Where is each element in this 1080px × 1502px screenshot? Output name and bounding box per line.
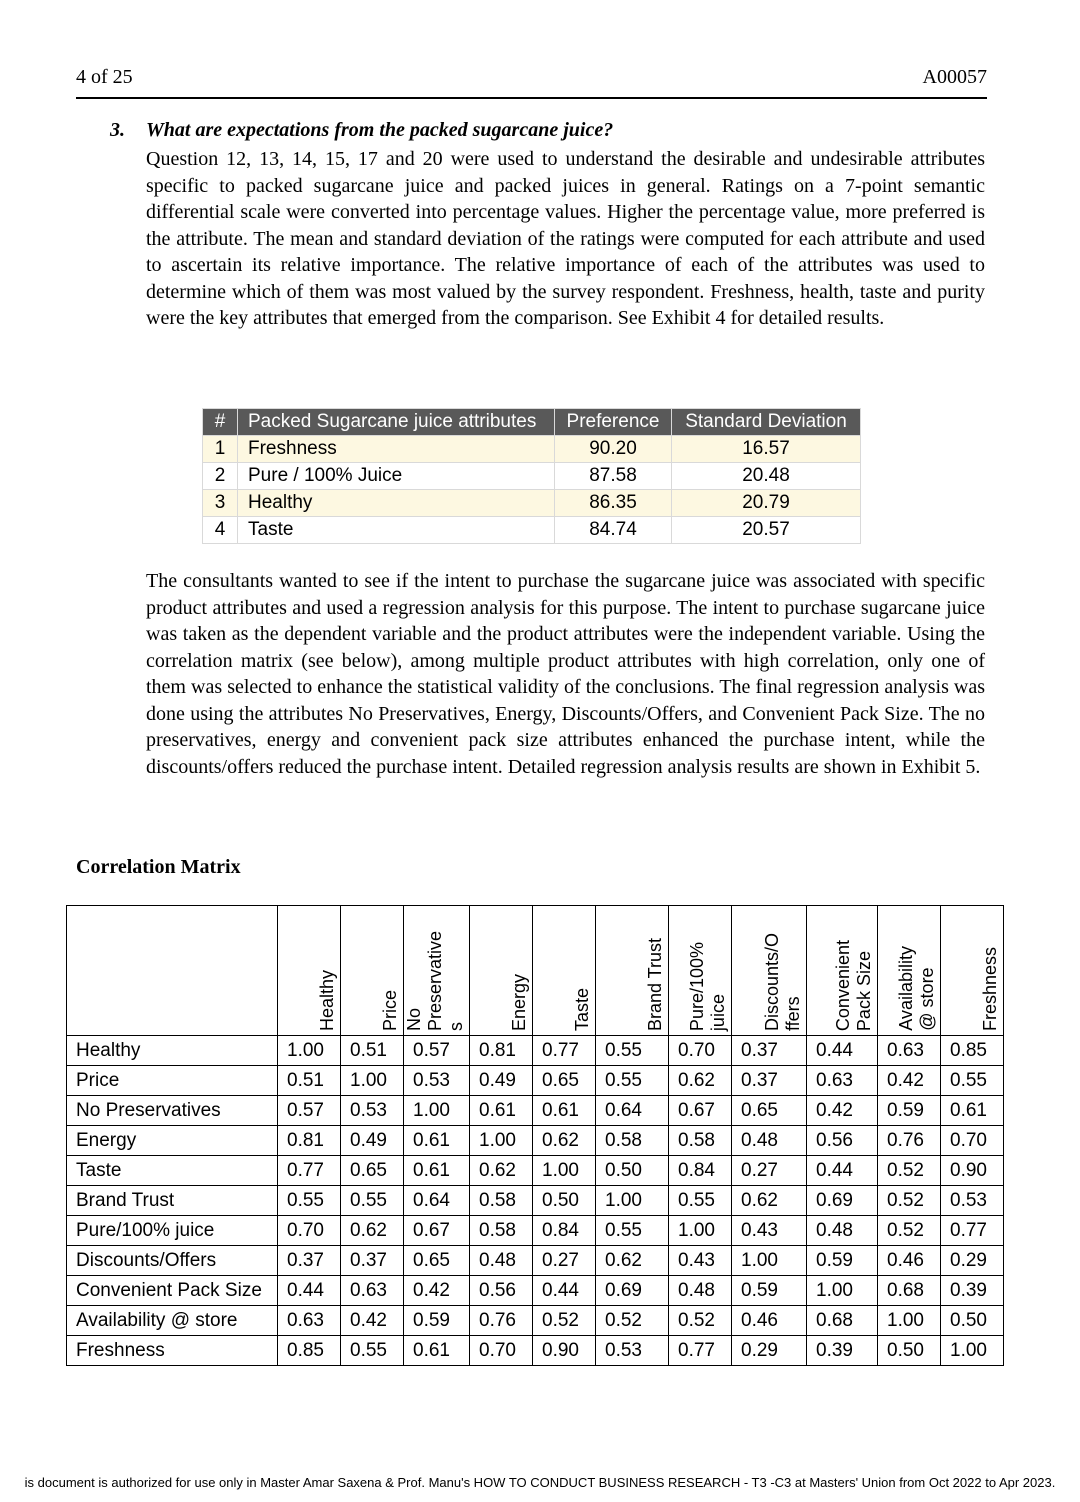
matrix-cell: 0.29: [941, 1246, 1004, 1276]
matrix-column-label: Pure/100% juice: [687, 941, 728, 1031]
preference-table-header: [203, 409, 861, 436]
matrix-cell: 0.61: [404, 1156, 470, 1186]
matrix-cell: 0.65: [404, 1246, 470, 1276]
matrix-cell: 0.59: [732, 1276, 807, 1306]
matrix-cell: 0.61: [404, 1336, 470, 1366]
col-header-std-dev: Standard Deviation: [672, 409, 861, 436]
matrix-cell: 0.55: [669, 1186, 732, 1216]
matrix-cell: 0.44: [807, 1156, 878, 1186]
matrix-cell: 0.58: [470, 1186, 533, 1216]
attribute-name: Pure / 100% Juice: [238, 463, 555, 490]
matrix-cell: 0.58: [669, 1126, 732, 1156]
matrix-cell: 0.39: [807, 1336, 878, 1366]
matrix-cell: 0.65: [533, 1066, 596, 1096]
paragraph-attributes: Question 12, 13, 14, 15, 17 and 20 were used to understand the desirable and undesirable attributes specific to packed sugarcane juice and packed juices in general. Ratings on a 7-point semantic differential scale were converted into percentage values. Higher the percentage value, more preferred is the attribute. The mean and standard deviation of the ratings were computed for each attribute and used to ascertain its relative importance. The relative importance of each of the attributes was used to determine which of them was most valued by the survey respondent. Freshness, health, taste and purity were the key attributes that emerged from the comparison. See Exhibit 4 for detailed results.: [146, 148, 985, 329]
matrix-cell: 0.70: [470, 1336, 533, 1366]
matrix-cell: 0.55: [341, 1336, 404, 1366]
matrix-cell: 0.62: [470, 1156, 533, 1186]
matrix-cell: 0.56: [807, 1126, 878, 1156]
license-footer: is document is authorized for use only in Master Amar Saxena & Prof. Manu's HOW TO CONDUCT BUSINESS RESEARCH - T3 -C3 at Masters' Union from Oct 2022 to Apr 2023.: [24, 1475, 1056, 1490]
attribute-name: Freshness: [238, 436, 555, 463]
matrix-cell: 0.42: [807, 1096, 878, 1126]
matrix-column-header: [669, 906, 732, 1036]
preference-value: 87.58: [555, 463, 672, 490]
matrix-cell: 0.53: [404, 1066, 470, 1096]
matrix-row: [67, 1246, 1004, 1276]
matrix-cell: 1.00: [807, 1276, 878, 1306]
matrix-column-label: Availability @ store: [896, 946, 937, 1031]
matrix-cell: 0.27: [732, 1156, 807, 1186]
matrix-cell: 0.37: [278, 1246, 341, 1276]
matrix-cell: 0.39: [941, 1276, 1004, 1306]
matrix-cell: 1.00: [341, 1066, 404, 1096]
matrix-column-label: Energy: [509, 973, 529, 1031]
matrix-cell: 0.52: [533, 1306, 596, 1336]
question-number: 3.: [110, 119, 125, 141]
matrix-cell: 0.69: [807, 1186, 878, 1216]
table-row: [203, 463, 861, 490]
matrix-row-label: Healthy: [67, 1036, 278, 1066]
table-row: [203, 436, 861, 463]
attribute-name: Taste: [238, 517, 555, 544]
matrix-cell: 0.48: [807, 1216, 878, 1246]
matrix-cell: 0.50: [596, 1156, 669, 1186]
matrix-cell: 0.44: [533, 1276, 596, 1306]
matrix-cell: 1.00: [669, 1216, 732, 1246]
matrix-cell: 0.58: [596, 1126, 669, 1156]
matrix-cell: 0.64: [596, 1096, 669, 1126]
matrix-row: [67, 1096, 1004, 1126]
matrix-cell: 0.76: [878, 1126, 941, 1156]
matrix-cell: 1.00: [878, 1306, 941, 1336]
matrix-cell: 0.77: [278, 1156, 341, 1186]
matrix-cell: 0.67: [669, 1096, 732, 1126]
matrix-row-label: Taste: [67, 1156, 278, 1186]
matrix-cell: 0.76: [470, 1306, 533, 1336]
matrix-cell: 0.77: [533, 1036, 596, 1066]
attribute-name: Healthy: [238, 490, 555, 517]
matrix-cell: 0.70: [941, 1126, 1004, 1156]
matrix-column-label: Freshness: [980, 946, 1000, 1031]
matrix-cell: 1.00: [404, 1096, 470, 1126]
matrix-row: [67, 1186, 1004, 1216]
paragraph-regression: The consultants wanted to see if the intent to purchase the sugarcane juice was associated with specific product attributes and used a regression analysis for this purpose. The intent to purchase sugarcane juice was taken as the dependent variable and the product attributes were the independent variable. Using the correlation matrix (see below), among multiple product attributes with high correlation, only one of them was selected to enhance the statistical validity of the conclusions. The final regression analysis was done using the attributes No Preservatives, Energy, Discounts/Offers, and Convenient Pack Size. The no preservatives, energy and convenient pack size attributes enhanced the purchase intent, while the discounts/offers reduced the purchase intent. Detailed regression analysis results are shown in Exhibit 5.: [146, 570, 985, 778]
correlation-title: Correlation Matrix: [76, 856, 241, 878]
matrix-cell: 0.62: [596, 1246, 669, 1276]
document-id: A00057: [922, 66, 987, 88]
matrix-cell: 0.37: [732, 1066, 807, 1096]
table-row: [203, 490, 861, 517]
std-dev-value: 20.57: [672, 517, 861, 544]
matrix-cell: 1.00: [470, 1126, 533, 1156]
matrix-row: [67, 1126, 1004, 1156]
matrix-cell: 0.70: [669, 1036, 732, 1066]
matrix-cell: 1.00: [941, 1336, 1004, 1366]
col-header-number: #: [203, 409, 238, 436]
matrix-cell: 0.55: [596, 1216, 669, 1246]
matrix-cell: 0.42: [341, 1306, 404, 1336]
matrix-cell: 0.42: [878, 1066, 941, 1096]
matrix-cell: 0.53: [941, 1186, 1004, 1216]
matrix-cell: 0.57: [404, 1036, 470, 1066]
correlation-matrix: [66, 905, 1004, 1366]
matrix-row-label: Availability @ store: [67, 1306, 278, 1336]
matrix-row-label: Discounts/Offers: [67, 1246, 278, 1276]
matrix-cell: 0.58: [470, 1216, 533, 1246]
matrix-row-label: Energy: [67, 1126, 278, 1156]
matrix-cell: 0.68: [878, 1276, 941, 1306]
matrix-cell: 0.61: [404, 1126, 470, 1156]
matrix-cell: 0.37: [732, 1036, 807, 1066]
matrix-cell: 0.48: [732, 1126, 807, 1156]
matrix-row-label: Convenient Pack Size: [67, 1276, 278, 1306]
matrix-cell: 0.51: [341, 1036, 404, 1066]
matrix-column-header: [533, 906, 596, 1036]
matrix-corner-cell: [67, 906, 278, 1036]
question-title: What are expectations from the packed sugarcane juice?: [146, 119, 614, 141]
matrix-cell: 0.44: [807, 1036, 878, 1066]
matrix-cell: 0.63: [807, 1066, 878, 1096]
page-number: 4 of 25: [76, 66, 133, 88]
matrix-cell: 0.55: [341, 1186, 404, 1216]
matrix-cell: 0.85: [941, 1036, 1004, 1066]
std-dev-value: 16.57: [672, 436, 861, 463]
matrix-cell: 0.55: [278, 1186, 341, 1216]
matrix-cell: 0.44: [278, 1276, 341, 1306]
matrix-cell: 0.51: [278, 1066, 341, 1096]
matrix-cell: 0.81: [470, 1036, 533, 1066]
matrix-cell: 1.00: [596, 1186, 669, 1216]
matrix-column-label: Healthy: [317, 969, 337, 1031]
matrix-cell: 0.90: [533, 1336, 596, 1366]
matrix-cell: 0.43: [732, 1216, 807, 1246]
row-number: 1: [203, 436, 238, 463]
matrix-column-header: [878, 906, 941, 1036]
matrix-cell: 0.49: [470, 1066, 533, 1096]
matrix-cell: 0.84: [533, 1216, 596, 1246]
matrix-cell: 0.61: [941, 1096, 1004, 1126]
matrix-cell: 0.68: [807, 1306, 878, 1336]
matrix-cell: 0.43: [669, 1246, 732, 1276]
matrix-cell: 0.52: [878, 1186, 941, 1216]
std-dev-value: 20.79: [672, 490, 861, 517]
matrix-row: [67, 1276, 1004, 1306]
matrix-column-header: [404, 906, 470, 1036]
matrix-cell: 0.50: [878, 1336, 941, 1366]
matrix-cell: 0.46: [732, 1306, 807, 1336]
header-rule: [76, 97, 987, 99]
row-number: 3: [203, 490, 238, 517]
matrix-row-label: Freshness: [67, 1336, 278, 1366]
matrix-cell: 0.70: [278, 1216, 341, 1246]
matrix-column-header: [596, 906, 669, 1036]
matrix-cell: 0.62: [533, 1126, 596, 1156]
matrix-cell: 0.52: [669, 1306, 732, 1336]
matrix-cell: 0.56: [470, 1276, 533, 1306]
matrix-cell: 0.63: [341, 1276, 404, 1306]
matrix-cell: 0.27: [533, 1246, 596, 1276]
std-dev-value: 20.48: [672, 463, 861, 490]
matrix-cell: 0.52: [596, 1306, 669, 1336]
matrix-cell: 0.59: [878, 1096, 941, 1126]
matrix-cell: 0.63: [878, 1036, 941, 1066]
matrix-row: [67, 1216, 1004, 1246]
table-row: [203, 517, 861, 544]
matrix-cell: 0.52: [878, 1156, 941, 1186]
col-header-preference: Preference: [555, 409, 672, 436]
matrix-cell: 0.48: [470, 1246, 533, 1276]
matrix-cell: 0.37: [341, 1246, 404, 1276]
matrix-row-label: Brand Trust: [67, 1186, 278, 1216]
matrix-cell: 0.55: [596, 1066, 669, 1096]
preference-value: 86.35: [555, 490, 672, 517]
matrix-column-header: [807, 906, 878, 1036]
matrix-cell: 1.00: [533, 1156, 596, 1186]
matrix-cell: 0.52: [878, 1216, 941, 1246]
matrix-cell: 0.50: [533, 1186, 596, 1216]
matrix-cell: 0.84: [669, 1156, 732, 1186]
matrix-cell: 1.00: [732, 1246, 807, 1276]
matrix-cell: 0.90: [941, 1156, 1004, 1186]
matrix-cell: 0.55: [596, 1036, 669, 1066]
matrix-cell: 0.77: [669, 1336, 732, 1366]
matrix-cell: 0.62: [732, 1186, 807, 1216]
matrix-row: [67, 1036, 1004, 1066]
matrix-column-header: [470, 906, 533, 1036]
matrix-cell: 0.85: [278, 1336, 341, 1366]
matrix-row: [67, 1336, 1004, 1366]
matrix-row-label: Pure/100% juice: [67, 1216, 278, 1246]
matrix-column-label: Taste: [572, 987, 592, 1031]
matrix-cell: 0.59: [807, 1246, 878, 1276]
matrix-cell: 0.62: [341, 1216, 404, 1246]
matrix-cell: 0.65: [341, 1156, 404, 1186]
matrix-column-header: [941, 906, 1004, 1036]
matrix-column-label: Convenient Pack Size: [833, 939, 874, 1031]
matrix-cell: 0.61: [533, 1096, 596, 1126]
preference-value: 90.20: [555, 436, 672, 463]
matrix-cell: 0.29: [732, 1336, 807, 1366]
matrix-row: [67, 1156, 1004, 1186]
matrix-column-header: [732, 906, 807, 1036]
matrix-column-label: Brand Trust: [645, 937, 665, 1031]
matrix-cell: 0.53: [341, 1096, 404, 1126]
matrix-column-label: No Preservative s: [404, 930, 466, 1031]
row-number: 4: [203, 517, 238, 544]
matrix-cell: 0.59: [404, 1306, 470, 1336]
matrix-cell: 0.49: [341, 1126, 404, 1156]
matrix-cell: 1.00: [278, 1036, 341, 1066]
matrix-cell: 0.65: [732, 1096, 807, 1126]
matrix-cell: 0.64: [404, 1186, 470, 1216]
col-header-attribute: Packed Sugarcane juice attributes: [238, 409, 555, 436]
matrix-cell: 0.57: [278, 1096, 341, 1126]
matrix-column-header: [278, 906, 341, 1036]
matrix-cell: 0.46: [878, 1246, 941, 1276]
preference-value: 84.74: [555, 517, 672, 544]
matrix-cell: 0.61: [470, 1096, 533, 1126]
matrix-cell: 0.63: [278, 1306, 341, 1336]
matrix-cell: 0.55: [941, 1066, 1004, 1096]
matrix-row: [67, 1306, 1004, 1336]
matrix-cell: 0.69: [596, 1276, 669, 1306]
matrix-cell: 0.77: [941, 1216, 1004, 1246]
matrix-cell: 0.53: [596, 1336, 669, 1366]
matrix-row-label: No Preservatives: [67, 1096, 278, 1126]
matrix-row: [67, 1066, 1004, 1096]
matrix-cell: 0.67: [404, 1216, 470, 1246]
row-number: 2: [203, 463, 238, 490]
matrix-column-label: Discounts/O ffers: [762, 932, 803, 1031]
preference-table: [202, 408, 861, 544]
matrix-row-label: Price: [67, 1066, 278, 1096]
matrix-cell: 0.50: [941, 1306, 1004, 1336]
matrix-column-label: Price: [380, 989, 400, 1031]
matrix-cell: 0.48: [669, 1276, 732, 1306]
matrix-cell: 0.42: [404, 1276, 470, 1306]
matrix-column-header: [341, 906, 404, 1036]
matrix-cell: 0.81: [278, 1126, 341, 1156]
matrix-cell: 0.62: [669, 1066, 732, 1096]
